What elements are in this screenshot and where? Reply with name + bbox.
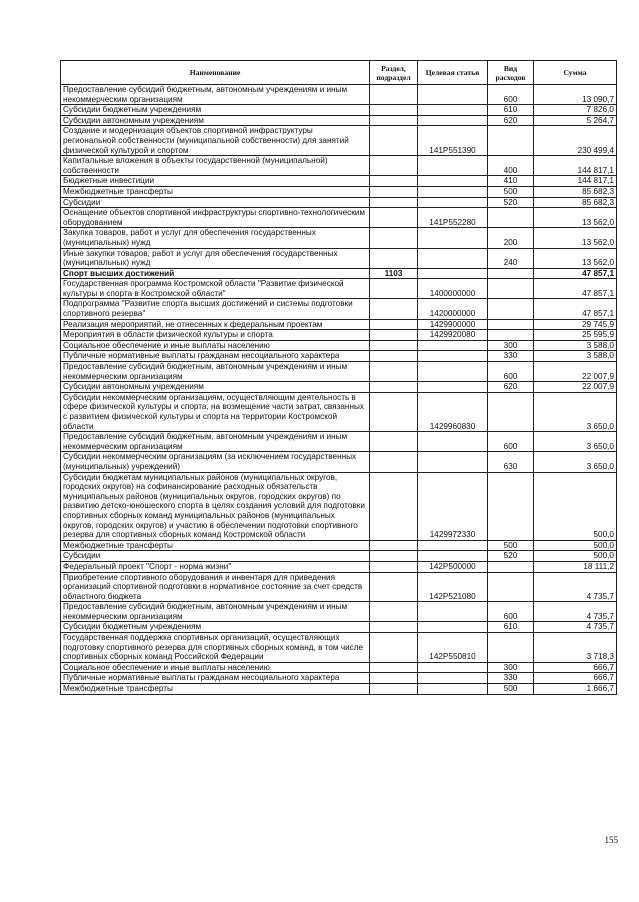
cell-vid: 600 — [488, 602, 534, 622]
cell-celevaya — [418, 551, 488, 562]
cell-celevaya — [418, 602, 488, 622]
table-row — [61, 279, 617, 299]
table-row — [61, 452, 617, 472]
header-row — [61, 61, 617, 85]
cell-vid: 500 — [488, 540, 534, 551]
cell-celevaya — [418, 362, 488, 382]
cell-celevaya — [418, 248, 488, 268]
cell-razdel — [370, 673, 418, 684]
cell-summa: 500,0 — [534, 472, 617, 540]
cell-celevaya: 141P552280 — [418, 208, 488, 228]
cell-summa: 230 499,4 — [534, 126, 617, 156]
cell-vid — [488, 472, 534, 540]
cell-razdel — [370, 452, 418, 472]
cell-razdel — [370, 392, 418, 431]
cell-summa: 3 650,0 — [534, 392, 617, 431]
cell-summa: 47 857,1 — [534, 299, 617, 319]
table-row — [61, 340, 617, 351]
cell-razdel — [370, 540, 418, 551]
table-row — [61, 248, 617, 268]
cell-celevaya: 142P521080 — [418, 572, 488, 602]
cell-vid — [488, 561, 534, 572]
cell-name: Межбюджетные трансферты — [61, 186, 370, 197]
cell-summa: 666,7 — [534, 673, 617, 684]
cell-celevaya: 1400000000 — [418, 279, 488, 299]
table-row — [61, 472, 617, 540]
cell-vid — [488, 268, 534, 279]
cell-vid — [488, 208, 534, 228]
cell-razdel — [370, 633, 418, 663]
cell-name: Социальное обеспечение и иные выплаты населению — [61, 340, 370, 351]
cell-celevaya: 1429972330 — [418, 472, 488, 540]
cell-celevaya — [418, 351, 488, 362]
cell-celevaya: 141P551390 — [418, 126, 488, 156]
table-row — [61, 572, 617, 602]
table-row — [61, 362, 617, 382]
cell-razdel — [370, 228, 418, 248]
cell-summa: 3 718,3 — [534, 633, 617, 663]
cell-name: Мероприятия в области физической культуры и спорта — [61, 330, 370, 341]
cell-razdel — [370, 176, 418, 187]
cell-vid: 400 — [488, 156, 534, 176]
cell-summa: 3 650,0 — [534, 452, 617, 472]
page-number: 155 — [604, 835, 618, 845]
cell-vid — [488, 572, 534, 602]
cell-vid: 620 — [488, 115, 534, 126]
cell-summa: 85 682,3 — [534, 197, 617, 208]
table-row — [61, 662, 617, 673]
cell-vid: 500 — [488, 186, 534, 197]
cell-razdel: 1103 — [370, 268, 418, 279]
cell-razdel — [370, 622, 418, 633]
cell-name: Предоставление субсидий бюджетным, автономным учреждениям и иным некоммерческим организациям — [61, 85, 370, 105]
header-celevaya: Целевая статья — [418, 61, 488, 85]
cell-name: Оснащение объектов спортивной инфраструктуры спортивно-технологическим оборудованием — [61, 208, 370, 228]
cell-razdel — [370, 197, 418, 208]
cell-name: Субсидии бюджетным учреждениям — [61, 105, 370, 116]
cell-name: Иные закупки товаров, работ и услуг для обеспечения государственных (муниципальных) нужд — [61, 248, 370, 268]
cell-summa: 4 735,7 — [534, 572, 617, 602]
cell-name: Межбюджетные трансферты — [61, 684, 370, 695]
cell-name: Публичные нормативные выплаты гражданам несоциального характера — [61, 351, 370, 362]
cell-razdel — [370, 684, 418, 695]
cell-vid — [488, 392, 534, 431]
cell-celevaya — [418, 452, 488, 472]
cell-name: Предоставление субсидий бюджетным, автономным учреждениям и иным некоммерческим организациям — [61, 362, 370, 382]
table-row — [61, 561, 617, 572]
cell-vid — [488, 330, 534, 341]
cell-razdel — [370, 472, 418, 540]
cell-razdel — [370, 382, 418, 393]
cell-name: Субсидии некоммерческим организациям, осуществляющим деятельность в сфере физической культуры и спорта, на возмещение части затрат, связанных с развитием физической культуры и спорта на территории Костромской области — [61, 392, 370, 431]
table-row — [61, 208, 617, 228]
table-row — [61, 633, 617, 663]
cell-razdel — [370, 551, 418, 562]
cell-celevaya — [418, 228, 488, 248]
cell-name: Создание и модернизация объектов спортивной инфраструктуры региональной собственности (муниципальной собственности) для занятий физической культурой и спортом — [61, 126, 370, 156]
cell-celevaya — [418, 382, 488, 393]
cell-celevaya — [418, 268, 488, 279]
cell-vid — [488, 299, 534, 319]
cell-celevaya — [418, 622, 488, 633]
cell-name: Государственная программа Костромской области "Развитие физической культуры и спорта в Костромской области" — [61, 279, 370, 299]
cell-celevaya — [418, 176, 488, 187]
table-body — [61, 85, 617, 695]
cell-celevaya — [418, 85, 488, 105]
cell-vid — [488, 319, 534, 330]
cell-celevaya — [418, 115, 488, 126]
cell-name: Бюджетные инвестиции — [61, 176, 370, 187]
cell-name: Социальное обеспечение и иные выплаты населению — [61, 662, 370, 673]
cell-summa: 18 111,2 — [534, 561, 617, 572]
cell-summa: 22 007,9 — [534, 382, 617, 393]
cell-celevaya: 1429920080 — [418, 330, 488, 341]
cell-celevaya — [418, 105, 488, 116]
cell-name: Субсидии некоммерческим организациям (за исключением государственных (муниципальных) учреждений) — [61, 452, 370, 472]
cell-celevaya — [418, 186, 488, 197]
table-row — [61, 602, 617, 622]
cell-razdel — [370, 248, 418, 268]
header-summa: Сумма — [534, 61, 617, 85]
table-row — [61, 197, 617, 208]
cell-vid: 520 — [488, 551, 534, 562]
cell-summa: 144 817,1 — [534, 176, 617, 187]
cell-razdel — [370, 105, 418, 116]
cell-vid — [488, 126, 534, 156]
cell-name: Предоставление субсидий бюджетным, автономным учреждениям и иным некоммерческим организациям — [61, 432, 370, 452]
cell-summa: 5 264,7 — [534, 115, 617, 126]
cell-razdel — [370, 662, 418, 673]
cell-vid: 200 — [488, 228, 534, 248]
cell-name: Межбюджетные трансферты — [61, 540, 370, 551]
cell-vid: 610 — [488, 622, 534, 633]
cell-summa: 13 562,0 — [534, 208, 617, 228]
cell-celevaya: 1429900000 — [418, 319, 488, 330]
cell-celevaya — [418, 432, 488, 452]
cell-summa: 7 826,0 — [534, 105, 617, 116]
budget-table — [60, 60, 617, 695]
cell-name: Субсидии бюджетным учреждениям — [61, 622, 370, 633]
cell-name: Реализация мероприятий, не отнесенных к федеральным проектам — [61, 319, 370, 330]
cell-razdel — [370, 186, 418, 197]
cell-vid: 630 — [488, 452, 534, 472]
table-row — [61, 115, 617, 126]
cell-vid: 500 — [488, 684, 534, 695]
table-row — [61, 684, 617, 695]
cell-razdel — [370, 572, 418, 602]
cell-razdel — [370, 126, 418, 156]
cell-celevaya: 1420000000 — [418, 299, 488, 319]
table-row — [61, 228, 617, 248]
cell-summa: 25 595,9 — [534, 330, 617, 341]
table-header — [61, 61, 617, 85]
cell-name: Приобретение спортивного оборудования и инвентаря для приведения организаций спортивной подготовки в нормативное состояние за счет средств областного бюджета — [61, 572, 370, 602]
cell-razdel — [370, 208, 418, 228]
cell-vid: 600 — [488, 362, 534, 382]
cell-summa: 13 090,7 — [534, 85, 617, 105]
table-row — [61, 330, 617, 341]
table-row — [61, 382, 617, 393]
table-row — [61, 156, 617, 176]
cell-vid: 330 — [488, 351, 534, 362]
cell-summa: 47 857,1 — [534, 268, 617, 279]
table-row — [61, 186, 617, 197]
header-name: Наименование — [61, 61, 370, 85]
cell-name: Субсидии автономным учреждениям — [61, 115, 370, 126]
table-row — [61, 351, 617, 362]
table-row — [61, 673, 617, 684]
cell-vid: 240 — [488, 248, 534, 268]
cell-vid: 600 — [488, 432, 534, 452]
cell-summa: 85 682,3 — [534, 186, 617, 197]
header-razdel: Раздел, подраздел — [370, 61, 418, 85]
cell-name: Субсидии автономным учреждениям — [61, 382, 370, 393]
cell-razdel — [370, 362, 418, 382]
table-row — [61, 392, 617, 431]
cell-razdel — [370, 85, 418, 105]
cell-summa: 3 650,0 — [534, 432, 617, 452]
cell-celevaya — [418, 197, 488, 208]
cell-summa: 4 735,7 — [534, 602, 617, 622]
cell-summa: 500,0 — [534, 551, 617, 562]
cell-razdel — [370, 602, 418, 622]
cell-name: Предоставление субсидий бюджетным, автономным учреждениям и иным некоммерческим организациям — [61, 602, 370, 622]
cell-celevaya: 1429960830 — [418, 392, 488, 431]
cell-vid — [488, 633, 534, 663]
cell-vid: 620 — [488, 382, 534, 393]
table-row — [61, 85, 617, 105]
cell-name: Капитальные вложения в объекты государственной (муниципальной) собственности — [61, 156, 370, 176]
cell-celevaya — [418, 156, 488, 176]
cell-summa: 47 857,1 — [534, 279, 617, 299]
table-row — [61, 432, 617, 452]
cell-razdel — [370, 561, 418, 572]
cell-vid: 610 — [488, 105, 534, 116]
cell-summa: 13 562,0 — [534, 228, 617, 248]
cell-summa: 3 588,0 — [534, 340, 617, 351]
cell-razdel — [370, 319, 418, 330]
cell-name: Субсидии бюджетам муниципальных районов (муниципальных округов, городских округов) на софинансирование расходных обязательств муниципальных районов (муниципальных округов, городских округов) по развитию детско-юношеского спорта в целях создания условий для подготовки спортивных сборных команд муниципальных районов (муниципальных округов, городских округов) и участию в обеспечении подготовки спортивного резерва для спортивных сборных команд Костромской области — [61, 472, 370, 540]
cell-razdel — [370, 115, 418, 126]
cell-vid: 600 — [488, 85, 534, 105]
table-row — [61, 126, 617, 156]
cell-razdel — [370, 279, 418, 299]
cell-name: Закупка товаров, работ и услуг для обеспечения государственных (муниципальных) нужд — [61, 228, 370, 248]
cell-summa: 13 562,0 — [534, 248, 617, 268]
cell-vid: 300 — [488, 340, 534, 351]
cell-razdel — [370, 299, 418, 319]
cell-name: Федеральный проект "Спорт - норма жизни" — [61, 561, 370, 572]
cell-razdel — [370, 432, 418, 452]
cell-celevaya — [418, 684, 488, 695]
table-row — [61, 540, 617, 551]
cell-celevaya — [418, 673, 488, 684]
cell-celevaya — [418, 340, 488, 351]
cell-razdel — [370, 156, 418, 176]
cell-vid: 300 — [488, 662, 534, 673]
cell-summa: 4 735,7 — [534, 622, 617, 633]
cell-celevaya — [418, 540, 488, 551]
cell-name: Субсидии — [61, 197, 370, 208]
cell-summa: 29 745,9 — [534, 319, 617, 330]
cell-celevaya — [418, 662, 488, 673]
table-row — [61, 299, 617, 319]
cell-vid: 330 — [488, 673, 534, 684]
cell-summa: 144 817,1 — [534, 156, 617, 176]
table-row — [61, 551, 617, 562]
cell-razdel — [370, 340, 418, 351]
cell-vid: 520 — [488, 197, 534, 208]
cell-name: Государственная поддержка спортивных организаций, осуществляющих подготовку спортивного резерва для спортивных сборных команд, в том числе спортивных сборных команд Российской Федерации — [61, 633, 370, 663]
table-row — [61, 268, 617, 279]
cell-summa: 3 588,0 — [534, 351, 617, 362]
cell-celevaya: 142P550810 — [418, 633, 488, 663]
cell-summa: 22 007,9 — [534, 362, 617, 382]
cell-razdel — [370, 330, 418, 341]
cell-name: Публичные нормативные выплаты гражданам несоциального характера — [61, 673, 370, 684]
cell-celevaya: 142P500000 — [418, 561, 488, 572]
cell-razdel — [370, 351, 418, 362]
cell-vid — [488, 279, 534, 299]
table-row — [61, 176, 617, 187]
cell-name: Субсидии — [61, 551, 370, 562]
table-row — [61, 319, 617, 330]
table-row — [61, 622, 617, 633]
cell-summa: 1 666,7 — [534, 684, 617, 695]
cell-vid: 410 — [488, 176, 534, 187]
cell-name: Спорт высших достижений — [61, 268, 370, 279]
cell-summa: 666,7 — [534, 662, 617, 673]
table-row — [61, 105, 617, 116]
cell-name: Подпрограмма "Развитие спорта высших достижений и системы подготовки спортивного резерва" — [61, 299, 370, 319]
cell-summa: 500,0 — [534, 540, 617, 551]
header-vid: Вид расходов — [488, 61, 534, 85]
